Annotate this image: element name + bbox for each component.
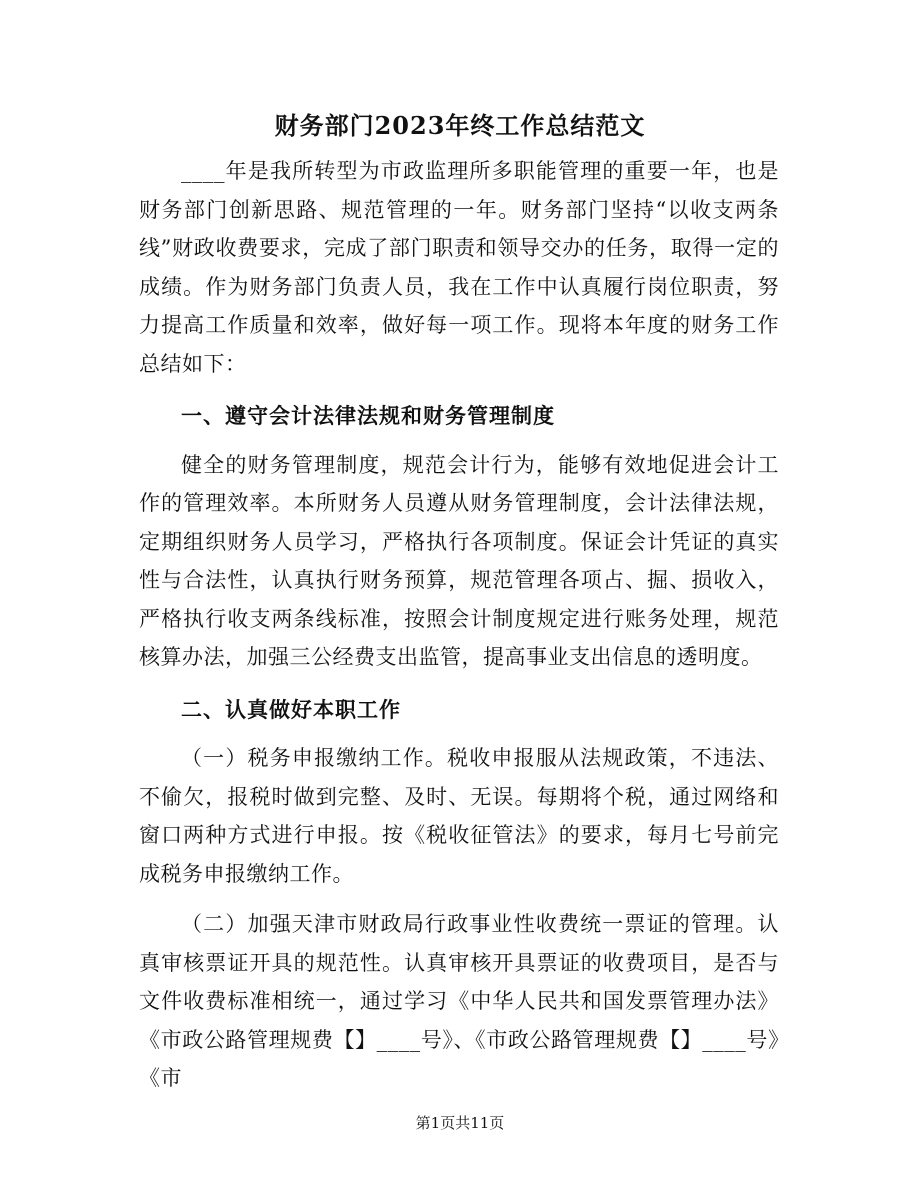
page-number: 第1页共11页 xyxy=(415,1114,505,1132)
document-body xyxy=(139,152,779,1098)
section-1-heading: 一、遵守会计法律法规和财务管理制度 xyxy=(181,403,555,428)
paragraph-spacer xyxy=(139,893,779,905)
section-1-paragraph: 健全的财务管理制度，规范会计行为，能够有效地促进会计工作的管理效率。本所财务人员遵从财务管理制度，会计法律法规，定期组织财务人员学习，严格执行各项制度。保证会计凭证的真实性与合法性，认真执行财务预算，规范管理各项占、掘、损收入，严格执行收支两条线标准，按照会计制度规定进行账务处理，规范核算办法，加强三公经费支出监管，提高事业支出信息的透明度。 xyxy=(139,452,779,669)
section-2-heading: 二、认真做好本职工作 xyxy=(181,696,401,722)
section-2-item-2: （二）加强天津市财政局行政事业性收费统一票证的管理。认真审核票证开具的规范性。认真审核开具票证的收费项目，是否与文件收费标准相统一，通过学习《中华人民共和国发票管理办法》《市政公路管理规费【】____号》、《市政公路管理规费【】____号》《市 xyxy=(139,912,779,1090)
intro-paragraph: ____年是我所转型为市政监理所多职能管理的重要一年，也是财务部门创新思路、规范管理的一年。财务部门坚持“以收支两条线”财政收费要求，完成了部门职责和领导交办的任务，取得一定的成绩。作为财务部门负责人员，我在工作中认真履行岗位职责，努力提高工作质量和效率，做好每一项工作。现将本年度的财务工作总结如下： xyxy=(139,159,779,376)
document-title: 财务部门2023年终工作总结范文 xyxy=(274,111,646,140)
section-2-item-1: （一）税务申报缴纳工作。税收申报服从法规政策，不违法、不偷欠，报税时做到完整、及时、无误。每期将个税，通过网络和窗口两种方式进行申报。按《税收征管法》的要求，每月七号前完成税务申报缴纳工作。 xyxy=(139,746,779,886)
